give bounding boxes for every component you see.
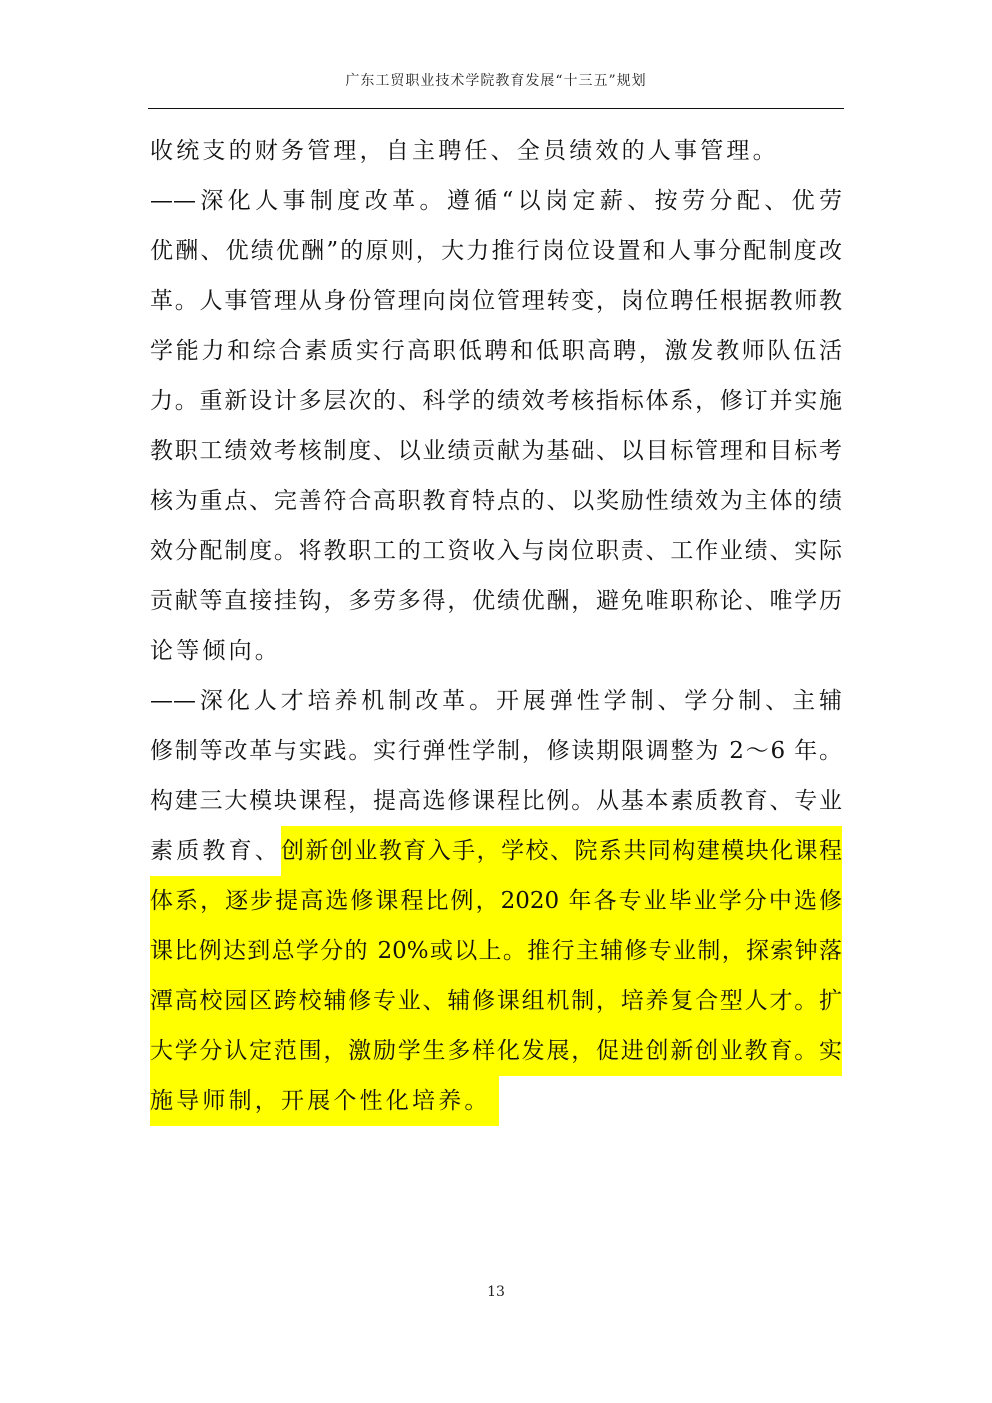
paragraph-line: 力。重新设计多层次的、科学的绩效考核指标体系，修订并实施 [150, 388, 842, 414]
paragraph-line: 效分配制度。将教职工的工资收入与岗位职责、工作业绩、实际 [150, 538, 842, 564]
highlighted-text-segment: 创新创业教育入手，学校、院系共同构建模块化课程 [281, 826, 842, 876]
paragraph-line: 学能力和综合素质实行高职低聘和低职高聘，激发教师队伍活 [150, 338, 842, 364]
paragraph-line: 教职工绩效考核制度、以业绩贡献为基础、以目标管理和目标考 [150, 438, 842, 464]
header-divider [148, 108, 844, 109]
document-body [150, 126, 842, 1126]
paragraph-line: 优酬、优绩优酬”的原则，大力推行岗位设置和人事分配制度改 [150, 238, 842, 264]
paragraph-line: ——深化人事制度改革。遵循“以岗定薪、按劳分配、优劳 [150, 188, 842, 214]
paragraph-line: 革。人事管理从身份管理向岗位管理转变，岗位聘任根据教师教 [150, 288, 842, 314]
paragraph-line: 构建三大模块课程，提高选修课程比例。从基本素质教育、专业 [150, 788, 842, 814]
highlighted-last-line [150, 1076, 842, 1126]
highlighted-text-segment: 施导师制，开展个性化培养。 [150, 1076, 499, 1126]
highlighted-line: 课比例达到总学分的 20%或以上。推行主辅修专业制，探索钟落 [150, 926, 842, 976]
plain-text-segment: 素质教育、 [150, 838, 281, 864]
page-number: 13 [487, 1284, 505, 1300]
paragraph-line: 贡献等直接挂钩，多劳多得，优绩优酬，避免唯职称论、唯学历 [150, 588, 842, 614]
text-line: 收统支的财务管理，自主聘任、全员绩效的人事管理。 [150, 138, 779, 164]
paragraph-line: ——深化人才培养机制改革。开展弹性学制、学分制、主辅 [150, 688, 842, 714]
highlighted-line: 大学分认定范围，激励学生多样化发展，促进创新创业教育。实 [150, 1026, 842, 1076]
highlighted-line: 潭高校园区跨校辅修专业、辅修课组机制，培养复合型人才。扩 [150, 976, 842, 1026]
paragraph-line: 核为重点、完善符合高职教育特点的、以奖励性绩效为主体的绩 [150, 488, 842, 514]
page-header-title: 广东工贸职业技术学院教育发展“十三五”规划 [345, 73, 647, 89]
paragraph-end-line: 论等倾向。 [150, 638, 281, 664]
partially-highlighted-line [150, 826, 842, 876]
highlighted-line: 体系，逐步提高选修课程比例，2020 年各专业毕业学分中选修 [150, 876, 842, 926]
paragraph-line: 修制等改革与实践。实行弹性学制，修读期限调整为 2～6 年。 [150, 738, 842, 764]
